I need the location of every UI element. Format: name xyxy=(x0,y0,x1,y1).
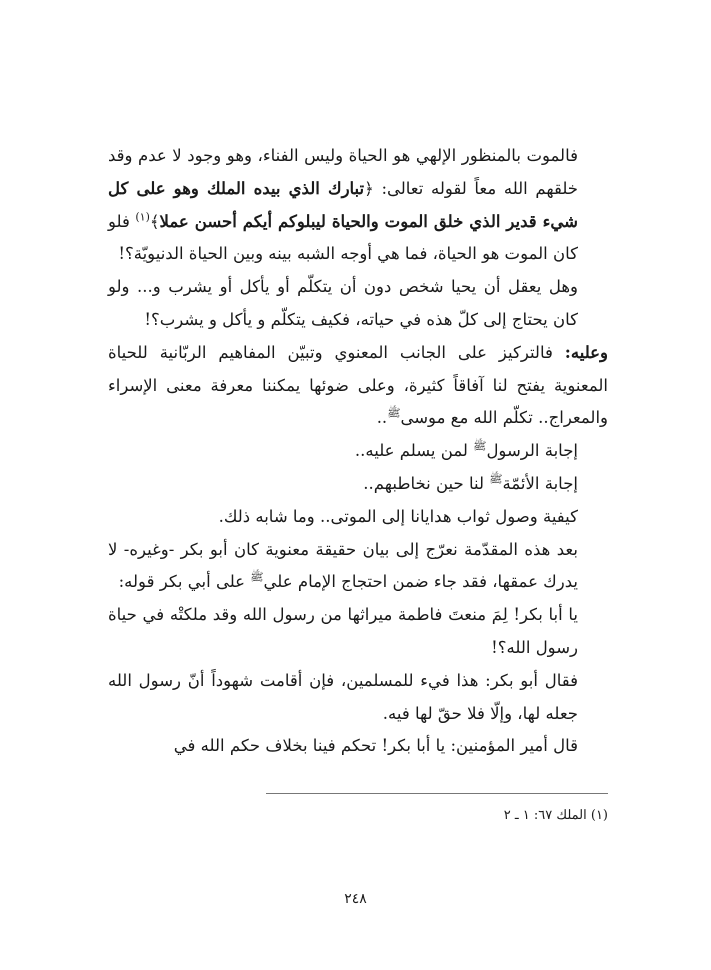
salutation-mark: ﷺ xyxy=(387,406,401,420)
paragraph-3: وعليه: فالتركيز على الجانب المعنوي وتبيّن المفاهيم الربّانية للحياة المعنوية يفتح لنا آفاقاً كثيرة، وعلى ضوئها يمكننا معرفة معنى الإسراء والمعراج.. تكلّم الله مع موسى$^ﷺ$.. xyxy=(108,342,608,428)
salutation-mark: ﷺ xyxy=(250,570,264,584)
dialogue-3: قال أمير المؤمنين: يا أبا بكر! تحكم فينا بخلاف حكم الله في xyxy=(173,736,578,756)
dialogue-1: يا أبا بكر! لِمَ منعتَ فاطمة ميراثها من رسول الله وقد ملكتْه في حياة رسول الله؟! xyxy=(108,605,578,657)
footnote-ref: (١) xyxy=(135,210,150,224)
footnote-divider xyxy=(266,793,608,794)
main-text xyxy=(108,140,608,763)
salutation-mark: ﷺ xyxy=(473,439,487,453)
list-item-3: كيفية وصول ثواب هدايانا إلى الموتى.. وما شابه ذلك. xyxy=(218,506,578,526)
footnote: (١) الملك ٦٧: ١ ـ ٢ xyxy=(503,808,608,823)
quran-quote: تبارك الذي بيده الملك وهو على كل شيء قدير الذي خلق الموت والحياة ليبلوكم أيكم أحسن عملا xyxy=(108,178,578,231)
list-item-2: إجابة الأئمّة$^ﷺ$ لنا حين نخاطبهم.. xyxy=(363,472,578,493)
page-number: ٢٤٨ xyxy=(344,891,367,907)
list-item-1: إجابة الرسول$^ﷺ$ لمن يسلم عليه.. xyxy=(354,439,578,461)
dialogue-2: فقال أبو بكر: هذا فيء للمسلمين، فإن أقامت شهوداً أنّ رسول الله جعله لها، وإلّا فلا حقّ لها فيه. xyxy=(108,670,578,723)
paragraph-3-lead: وعليه: xyxy=(564,342,608,362)
paragraph-4: بعد هذه المقدّمة نعرّج إلى بيان حقيقة معنوية كان أبو بكر -وغيره- لا يدرك عمقها، فقد جاء ضمن احتجاج الإمام علي$^ﷺ$ على أبي بكر قوله: xyxy=(108,539,578,592)
paragraph-2: وهل يعقل أن يحيا شخص دون أن يتكلّم أو يأكل أو يشرب و... ولو كان يحتاج إلى كلّ هذه في حياته، فكيف يتكلّم و يأكل و يشرب؟! xyxy=(108,277,578,329)
paragraph-1: فالموت بالمنظور الإلهي هو الحياة وليس الفناء، وهو وجود لا عدم وقد خلقهم الله معاً لقوله تعالى: ﴿تبارك الذي بيده الملك وهو على كل شيء قدير الذي خلق الموت والحياة ليبلوكم أيكم أحسن عملا﴾$^{(١)}$ فلو كان الموت هو الحياة، فما هي أوجه الشبه بينه وبين الحياة الدنيويّة؟! xyxy=(108,146,578,264)
salutation-mark: ﷺ xyxy=(489,472,503,486)
